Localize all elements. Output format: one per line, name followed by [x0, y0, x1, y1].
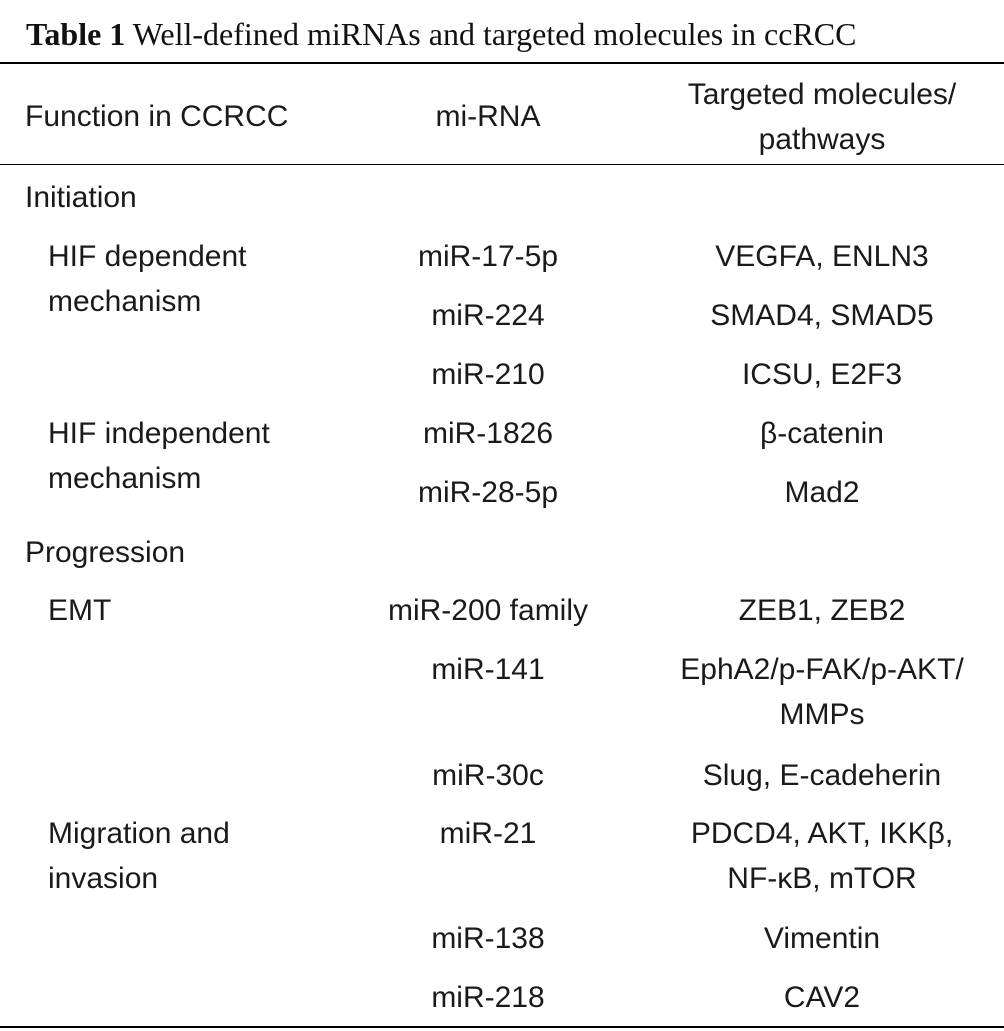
row-targets: Slug, E-cadeherin: [702, 759, 942, 792]
row-mirna: miR-17-5p: [417, 240, 559, 273]
header-function: Function in CCRCC: [25, 100, 289, 133]
table-caption: [26, 12, 856, 56]
row-mirna: miR-30c: [432, 759, 544, 792]
row-targets: VEGFA, ENLN3: [715, 240, 929, 273]
bottom-rule: [0, 1026, 1004, 1028]
row-targets: Vimentin: [763, 922, 881, 955]
group-label-line1: Migration and: [48, 817, 230, 850]
group-label-line1: HIF dependent: [48, 240, 247, 273]
row-targets-line1: PDCD4, AKT, IKKβ,: [690, 817, 954, 850]
row-targets-line2: MMPs: [779, 698, 865, 731]
row-targets: β-catenin: [760, 417, 884, 450]
header-targets-line1: Targeted molecules/: [687, 78, 957, 111]
top-rule: [0, 62, 1004, 64]
row-targets-line2: NF-κB, mTOR: [727, 862, 917, 895]
group-label-line2: invasion: [48, 862, 159, 895]
group-label-line1: HIF independent: [48, 417, 270, 450]
row-targets: ZEB1, ZEB2: [738, 594, 906, 627]
group-hif-independent: [48, 411, 270, 501]
header-targets: [640, 72, 1004, 162]
row-targets: [640, 811, 1004, 901]
row-targets-line1: EphA2/p-FAK/p-AKT/: [680, 653, 964, 686]
row-targets: CAV2: [783, 981, 861, 1014]
row-mirna: miR-210: [431, 358, 545, 391]
section-progression: Progression: [25, 536, 186, 569]
table-number: Table 1: [26, 16, 126, 52]
row-mirna: miR-141: [431, 653, 545, 686]
table-title: Well-defined miRNAs and targeted molecules in ccRCC: [132, 16, 857, 52]
row-mirna: miR-224: [431, 299, 545, 332]
row-targets: SMAD4, SMAD5: [710, 299, 934, 332]
group-migration-invasion: [48, 811, 230, 901]
group-hif-dependent: [48, 234, 246, 324]
row-mirna: miR-218: [431, 981, 545, 1014]
row-mirna: miR-28-5p: [417, 476, 559, 509]
header-mirna: mi-RNA: [435, 100, 541, 133]
row-mirna: miR-1826: [422, 417, 554, 450]
row-mirna: miR-200 family: [387, 594, 589, 627]
group-label-line2: mechanism: [48, 462, 202, 495]
row-targets: [640, 647, 1004, 737]
group-label-line2: mechanism: [48, 285, 202, 318]
section-initiation: Initiation: [25, 181, 137, 214]
header-targets-line2: pathways: [758, 123, 886, 156]
row-targets: ICSU, E2F3: [741, 358, 903, 391]
group-emt: EMT: [48, 594, 112, 627]
row-mirna: miR-21: [439, 817, 537, 850]
header-rule: [0, 164, 1004, 165]
row-targets: Mad2: [784, 476, 860, 509]
row-mirna: miR-138: [431, 922, 545, 955]
